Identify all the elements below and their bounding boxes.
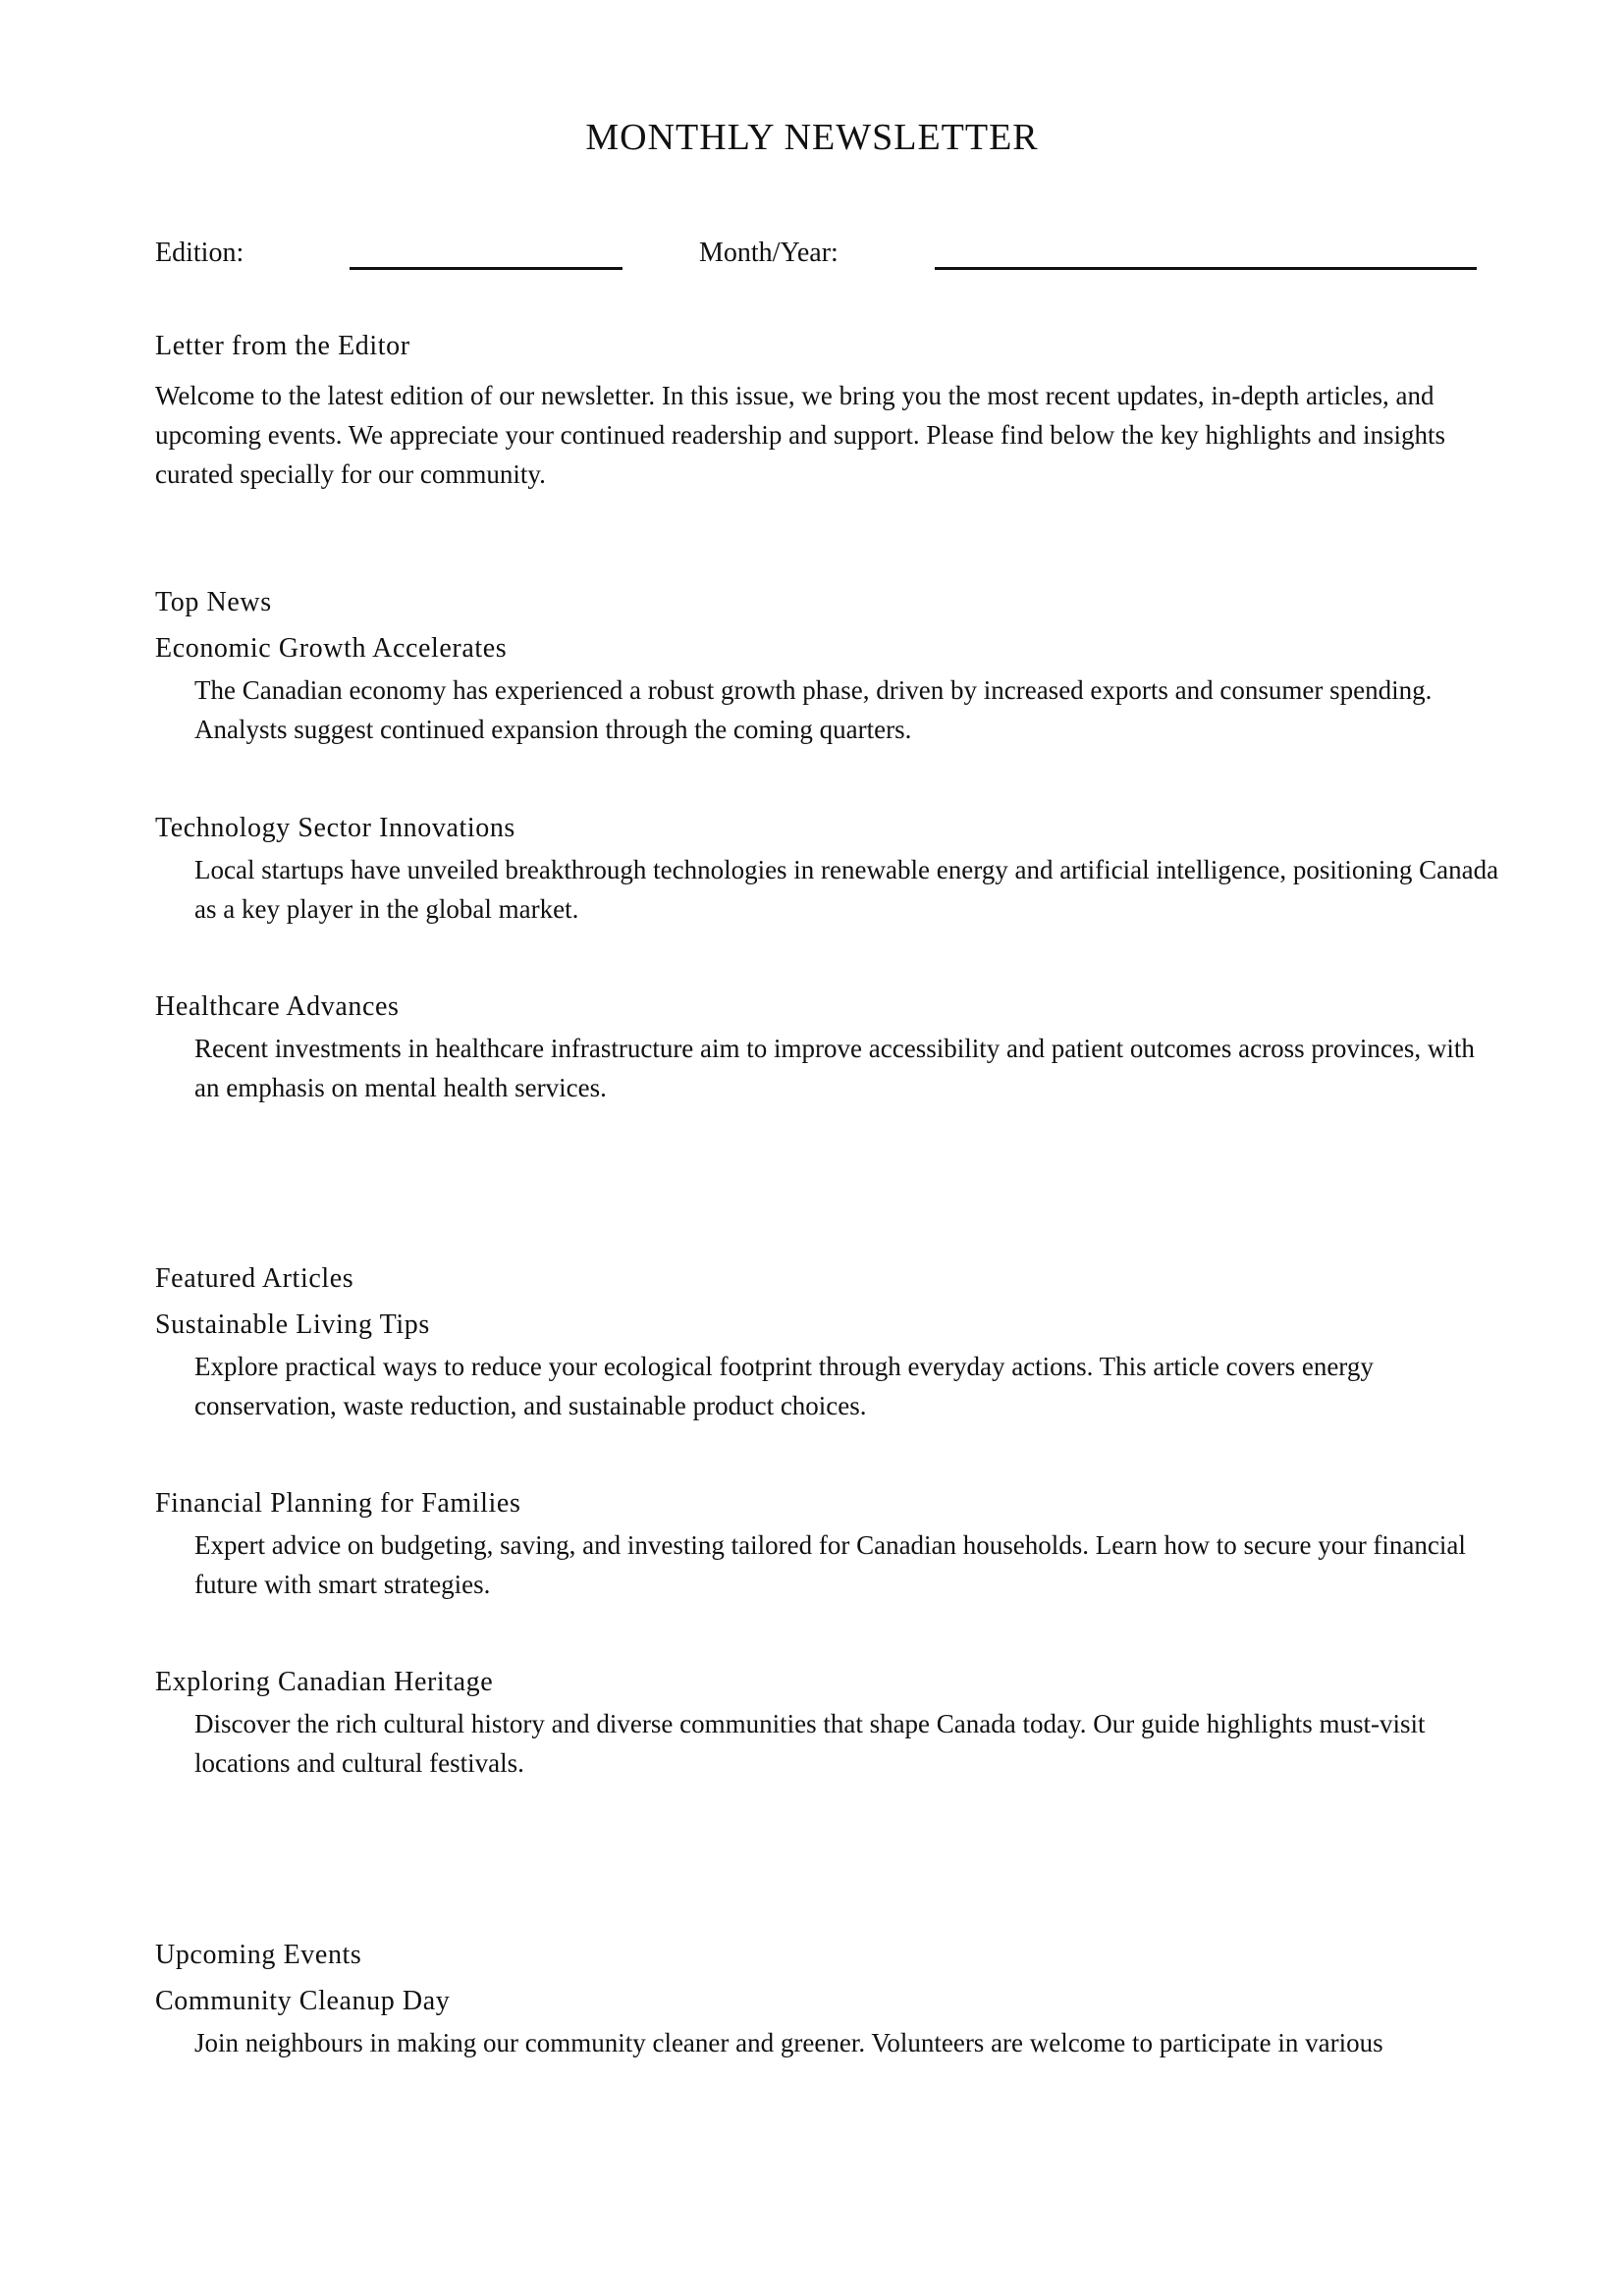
featured-article-body: Explore practical ways to reduce your ecological footprint through everyday actions. This article covers energy conservation, waste reduction, and sustainable product choices. [194,1352,1374,1420]
featured-article-body: Discover the rich cultural history and diverse communities that shape Canada today. Our guide highlights must-visit locations and cultural festivals. [194,1709,1426,1778]
top-news-heading: Top News [155,587,272,617]
month-year-label: Month/Year: [699,238,839,268]
month-year-field[interactable] [935,267,1477,270]
top-news-item-body: The Canadian economy has experienced a robust growth phase, driven by increased exports and consumer spending. Analysts suggest continued expansion through the coming quarters. [194,675,1433,744]
top-news-item-title: Technology Sector Innovations [155,813,515,843]
event-body: Join neighbours in making our community cleaner and greener. Volunteers are welcome to participate in various [194,2028,1383,2057]
top-news-item-title: Economic Growth Accelerates [155,633,508,664]
featured-article-title: Financial Planning for Families [155,1488,521,1519]
editor-letter-body: Welcome to the latest edition of our newsletter. In this issue, we bring you the most recent updates, in-depth articles, and upcoming events. We appreciate your continued readership and support. Please find below the key highlights and insights curated specially for our community. [155,381,1446,489]
featured-articles-heading: Featured Articles [155,1263,354,1294]
page-title: MONTHLY NEWSLETTER [585,117,1039,158]
edition-label: Edition: [155,238,244,268]
edition-field[interactable] [350,267,623,270]
featured-article-title: Sustainable Living Tips [155,1309,430,1340]
top-news-item-body: Local startups have unveiled breakthrough technologies in renewable energy and artificial intelligence, positioning Canada as a key player in the global market. [194,855,1499,924]
top-news-item-title: Healthcare Advances [155,991,400,1022]
upcoming-events-heading: Upcoming Events [155,1940,362,1970]
featured-article-body: Expert advice on budgeting, saving, and investing tailored for Canadian households. Learn how to secure your financial future with smart strategies. [194,1530,1466,1599]
editor-letter-heading: Letter from the Editor [155,331,410,361]
featured-article-title: Exploring Canadian Heritage [155,1667,494,1697]
top-news-item-body: Recent investments in healthcare infrastructure aim to improve accessibility and patient outcomes across provinces, with an emphasis on mental health services. [194,1034,1475,1102]
event-title: Community Cleanup Day [155,1986,451,2016]
